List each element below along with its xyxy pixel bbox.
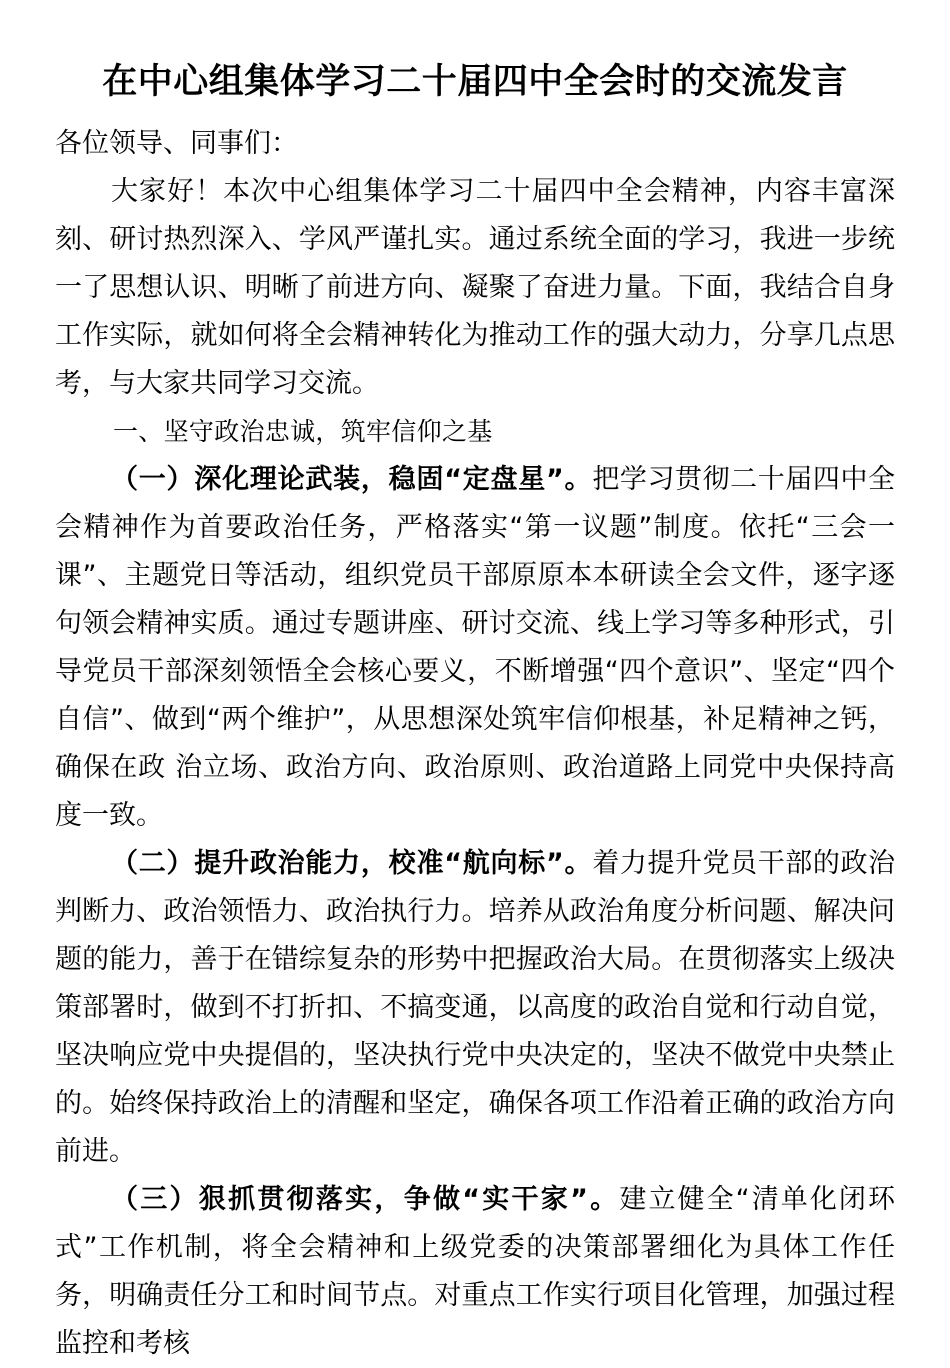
section-heading-1: 一、坚守政治忠诚，筑牢信仰之基	[113, 417, 493, 446]
paragraph-opening: 大家好！本次中心组集体学习二十届四中全会精神，内容丰富深刻、研讨热烈深入、学风严谨扎实。通过系统全面的学习，我进一步统一了思想认识、明晰了前进方向、凝聚了奋进力量。下面，我结合自身工作实际，就如何将全会精神转化为推动工作的强大动力，分享几点思考，与大家共同学习交流。	[55, 176, 895, 399]
subsection-1-2-body: 着力提升党员干部的政治判断力、政治领悟力、政治执行力。培养从政治角度分析问题、解决问题的能力，善于在错综复杂的形势中把握政治大局。在贯彻落实上级决策部署时，做到不打折扣、不搞变通，以高度的政治自觉和行动自觉，坚决响应党中央提倡的，坚决执行党中央决定的，坚决不做党中央禁止的。始终保持政治上的清醒和坚定，确保各项工作沿着正确的政治方向前进。	[55, 848, 896, 1167]
subsection-1-1-lead: （一）深化理论武装，稳固“定盘星”。	[111, 464, 593, 495]
subsection-1-3-lead: （三）狠抓贯彻落实，争做“实干家”。	[111, 1184, 620, 1215]
subsection-1-1-body: 把学习贯彻二十届四中全会精神作为首要政治任务，严格落实“第一议题”制度。依托“三会一课”、主题党日等活动，组织党员干部原原本本研读全会文件，逐字逐句领会精神实质。通过专题讲座、研讨交流、线上学习等多种形式，引导党员干部深刻领悟全会核心要义，不断增强“四个意识”、坚定“四个自信”、做到“两个维护”，从思想深处筑牢信仰根基，补足精神之钙，确保在政 治立场、政治方向、政治原则、政治道路上同党中央保持高度一致。	[55, 464, 896, 831]
subsection-1-1	[55, 456, 895, 840]
document-body	[55, 0, 895, 1368]
salutation: 各位领导、同事们：	[55, 128, 298, 159]
subsection-1-2	[55, 840, 895, 1176]
page-title: 在中心组集体学习二十届四中全会时的交流发言	[102, 62, 848, 102]
subsection-1-2-lead: （二）提升政治能力，校准“航向标”。	[111, 848, 593, 879]
subsection-1-3-body: 建立健全“清单化闭环式”工作机制，将全会精神和上级党委的决策部署细化为具体工作任务，明确责任分工和时间节点。对重点工作实行项目化管理，加强过程监控和考核	[55, 1184, 895, 1359]
subsection-1-3	[55, 1176, 895, 1368]
